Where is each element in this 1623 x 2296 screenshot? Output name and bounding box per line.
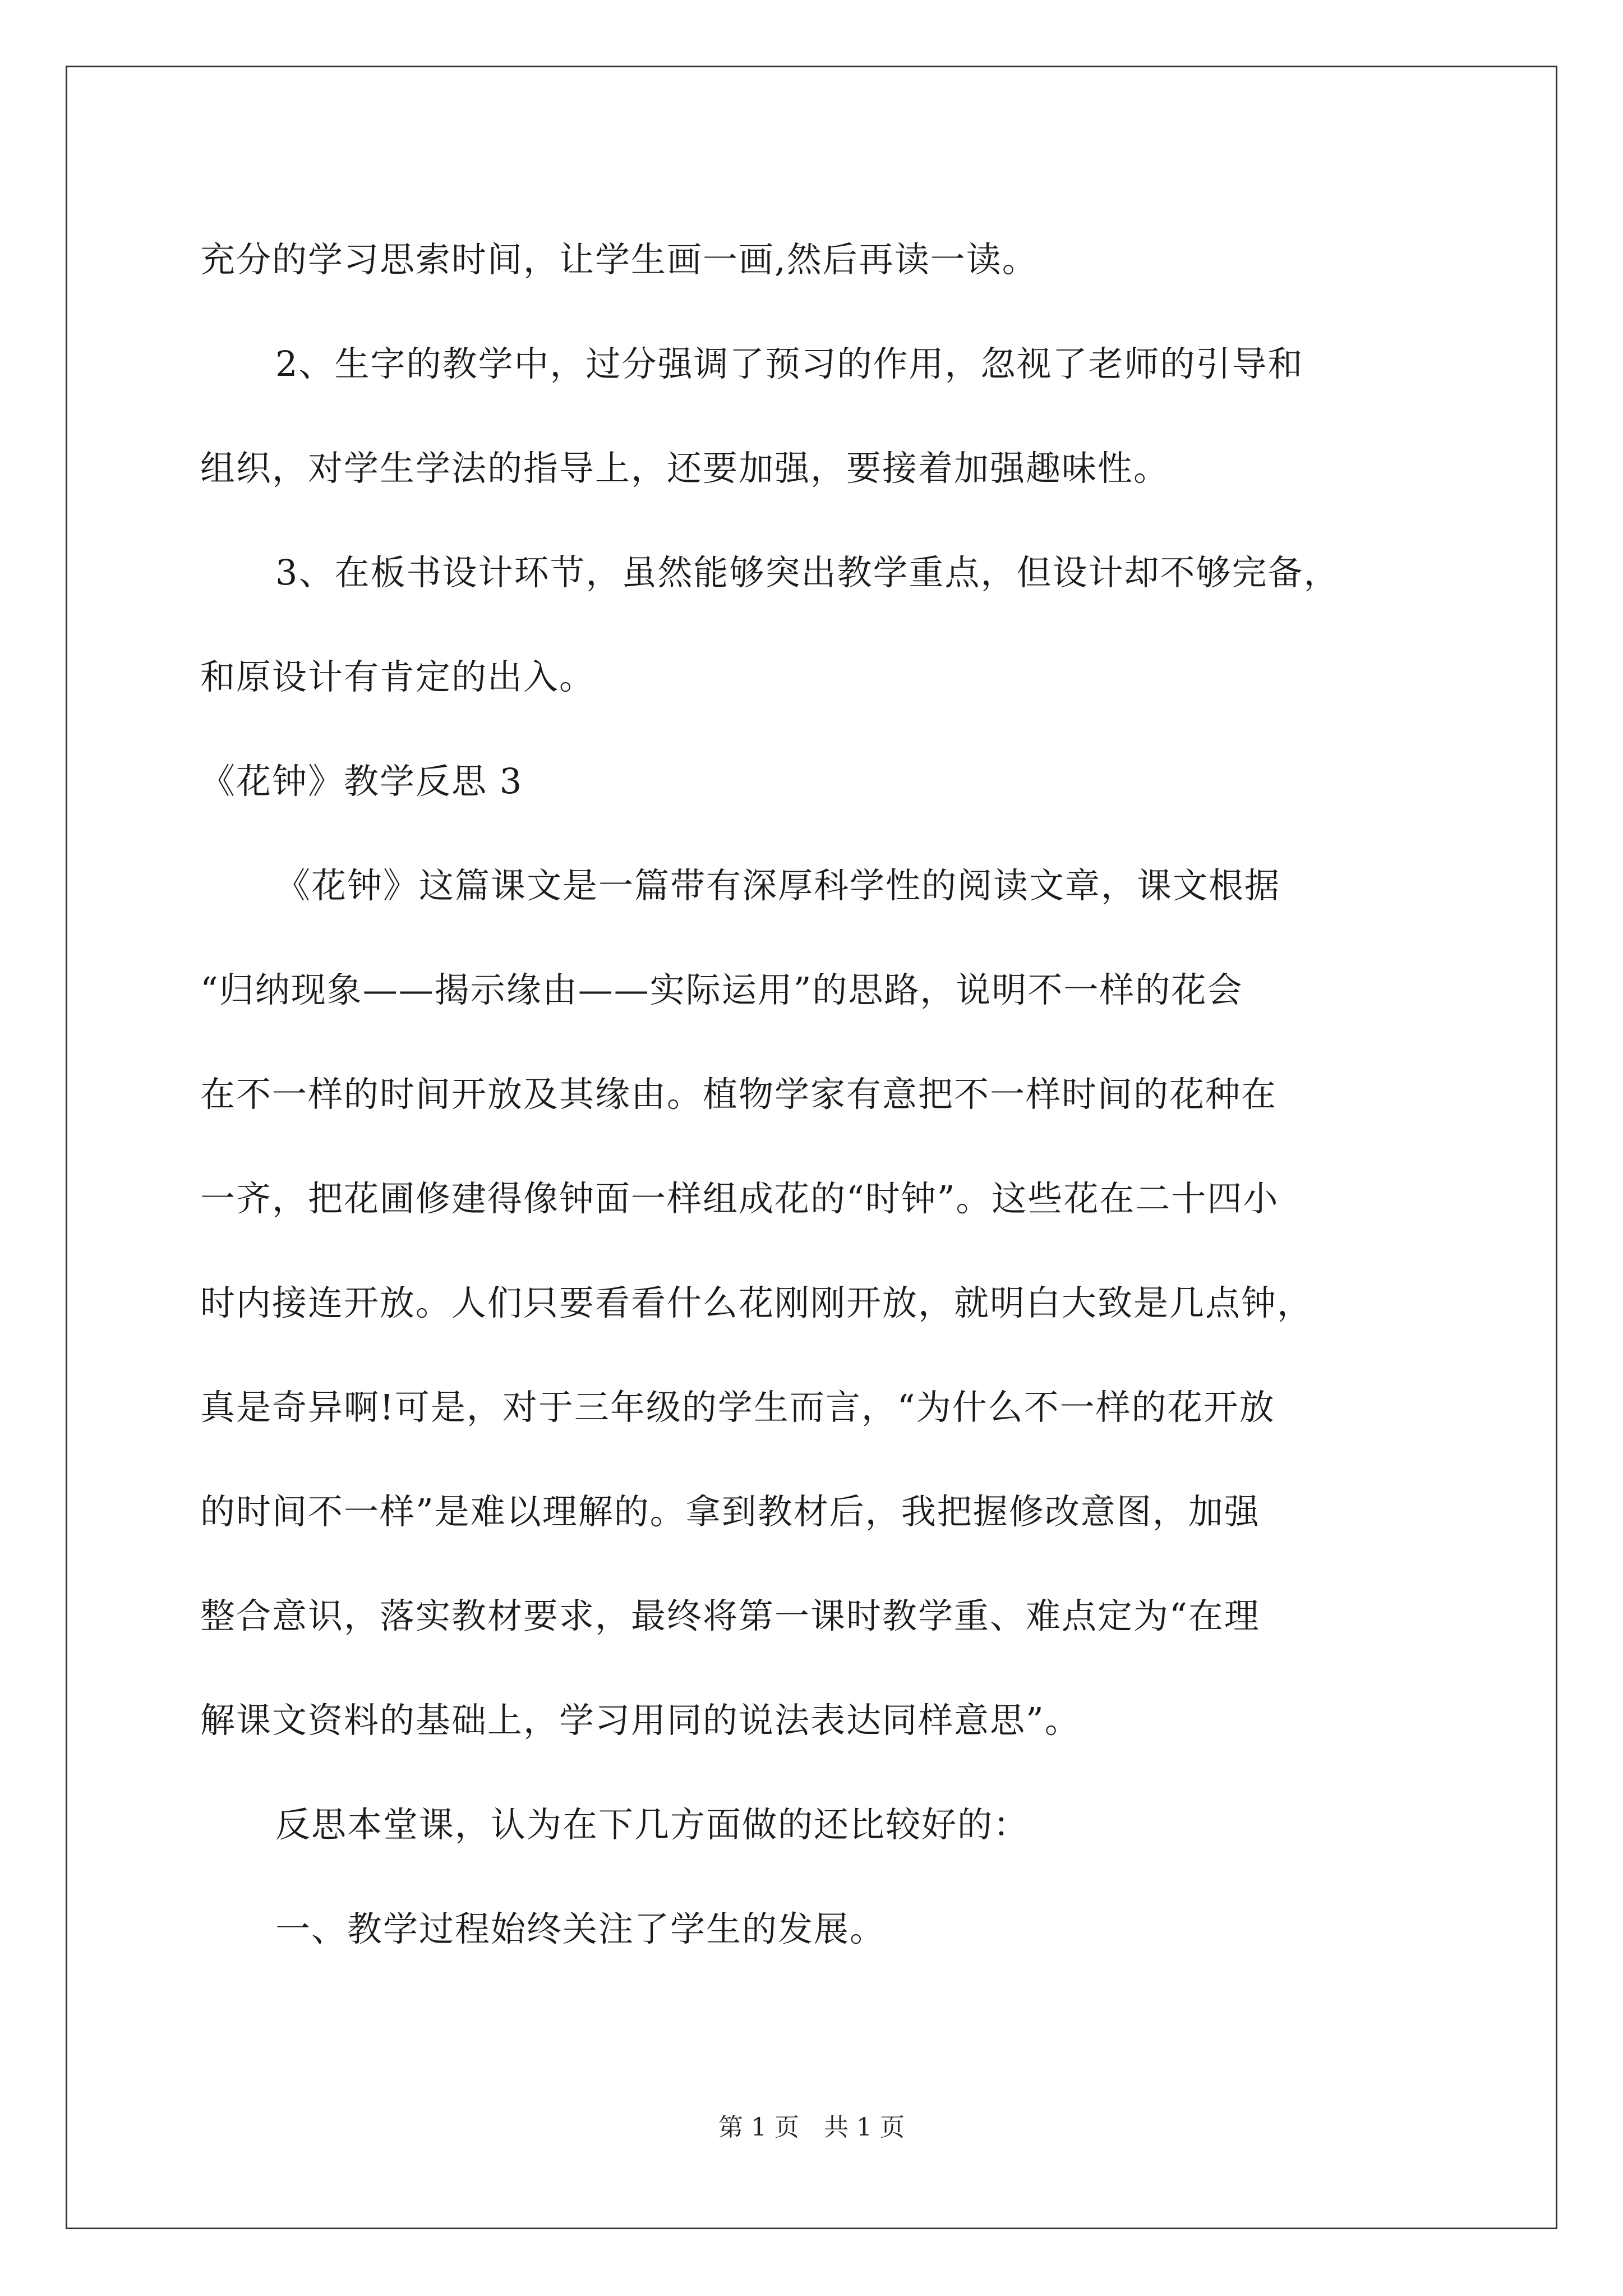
text-line: 反思本堂课，认为在下几方面做的还比较好的： [275,1804,1030,1845]
text-line: 时内接连开放。人们只要看看什么花刚刚开放，就明白大致是几点钟， [200,1282,1313,1323]
text-line: 一、教学过程始终关注了学生的发展。 [275,1908,886,1949]
text-line: 3、在板书设计环节，虽然能够突出教学重点，但设计却不够完备， [275,552,1340,593]
page-footer: 第 1 页 共 1 页 [718,2113,905,2142]
text-line: 的时间不一样”是难以理解的。拿到教材后，我把握修改意图，加强 [200,1491,1260,1532]
text-line: 组织，对学生学法的指导上，还要加强，要接着加强趣味性。 [200,448,1170,489]
section-heading: 《花钟》教学反思 3 [200,761,523,802]
text-line: 和原设计有肯定的出入。 [200,656,596,697]
text-line: 在不一样的时间开放及其缘由。植物学家有意把不一样时间的花种在 [200,1074,1278,1115]
text-line: 真是奇异啊!可是，对于三年级的学生而言，“为什么不一样的花开放 [200,1387,1275,1428]
text-line: 《花钟》这篇课文是一篇带有深厚科学性的阅读文章，课文根据 [275,865,1281,906]
text-line: 充分的学习思索时间，让学生画一画,然后再读一读。 [200,239,1038,280]
text-line: 解课文资料的基础上，学习用同的说法表达同样意思”。 [200,1700,1081,1741]
text-line: 一齐，把花圃修建得像钟面一样组成花的“时钟”。这些花在二十四小 [200,1178,1279,1219]
text-line: 整合意识，落实教材要求，最终将第一课时教学重、难点定为“在理 [200,1595,1260,1636]
document-body [200,208,1434,1981]
text-line: 2、生字的教学中，过分强调了预习的作用，忽视了老师的引导和 [275,343,1304,384]
text-line: “归纳现象——揭示缘由——实际运用”的思路，说明不一样的花会 [200,969,1243,1010]
